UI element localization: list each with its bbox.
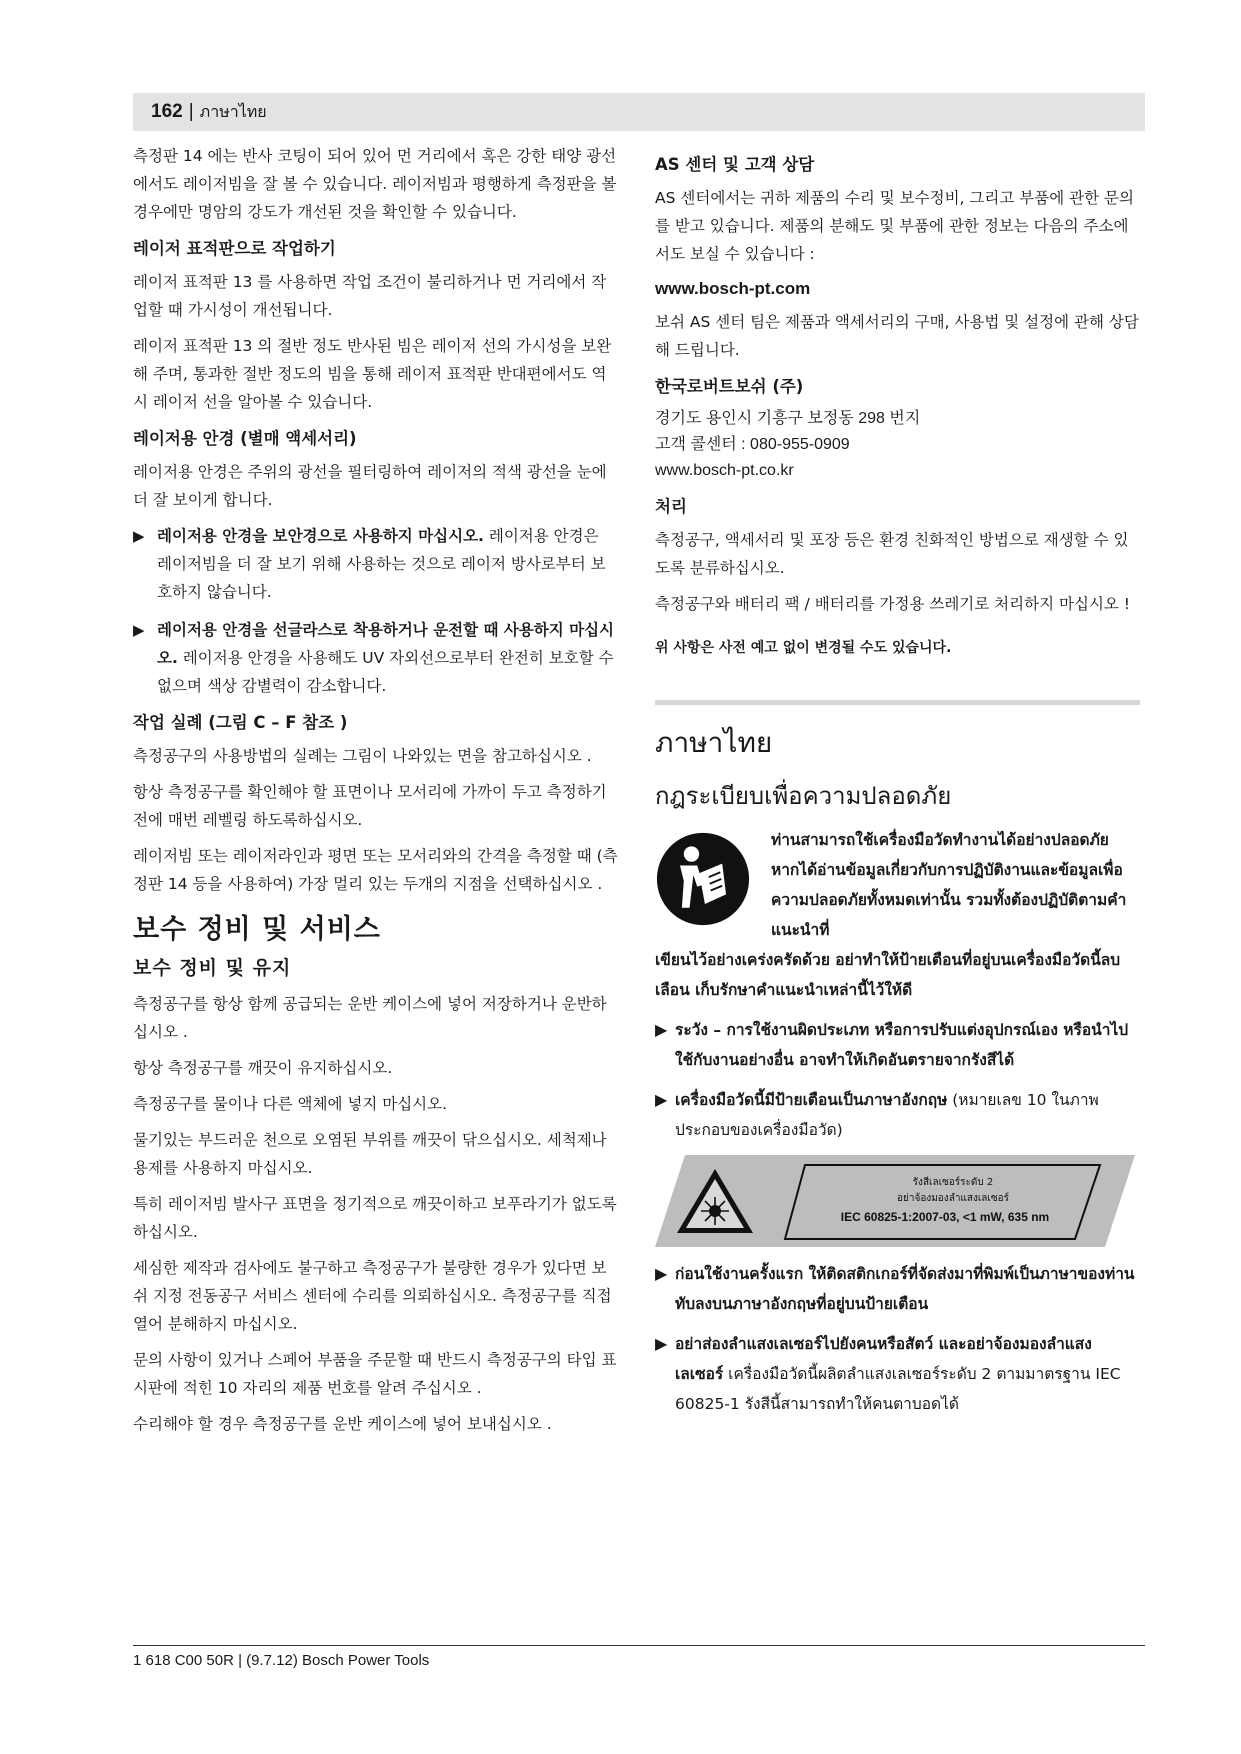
bullet-triangle-icon: ▶	[655, 1090, 668, 1109]
bullet-triangle-icon: ▶	[133, 527, 145, 545]
website-link-kr[interactable]: www.bosch-pt.co.kr	[655, 462, 794, 479]
phone: 고객 콜센터 : 080-955-0909	[655, 436, 850, 453]
bullet-triangle-icon: ▶	[655, 1020, 668, 1039]
thai-bullet	[655, 1085, 1140, 1145]
safety-text-cont: เขียนไว้อย่างเคร่งครัดด้วย อย่าทำให้ป้ายเตือนที่อยู่บนเครื่องมือวัดนี้ลบเลือน เก็บรักษาคำแนะนำเหล่านี้ไว้ให้ดี	[655, 951, 1121, 999]
paragraph: 측정공구를 물이나 다른 액체에 넣지 마십시오.	[133, 1095, 448, 1113]
paragraph: 레이저 표적판 13 의 절반 정도 반사된 빔은 레이저 선의 가시성을 보완해 주며, 통과한 절반 정도의 빔을 통해 레이저 표적판 반대편에서도 역시 레이저 선을 알아볼 수 있습니다.	[133, 337, 612, 411]
chapter-heading-service: 보수 정비 및 서비스	[133, 914, 381, 945]
label-line-1: รังสีเลเซอร์ระดับ 2	[912, 1177, 994, 1188]
paragraph: 수리해야 할 경우 측정공구를 운반 케이스에 넣어 보내십시오 .	[133, 1415, 552, 1433]
paragraph: 측정판 14 에는 반사 코팅이 되어 있어 먼 거리에서 혹은 강한 태양 광선에서도 레이저빔을 잘 볼 수 있습니다. 레이저빔과 평행하게 측정판을 볼 경우에만 명암의 강도가 개선된 것을 확인할 수 있습니다.	[133, 147, 617, 221]
website-link[interactable]: www.bosch-pt.com	[655, 279, 811, 298]
section-heading-target: 레이저 표적판으로 작업하기	[133, 239, 336, 258]
thai-chapter-title: ภาษาไทย	[655, 726, 773, 759]
paragraph: 보쉬 AS 센터 팀은 제품과 액세서리의 구매, 사용법 및 설정에 관해 상담해 드립니다.	[655, 313, 1139, 359]
label-line-2: อย่าจ้องมองลำแสงเลเซอร์	[896, 1193, 1010, 1204]
bullet-triangle-icon: ▶	[133, 621, 145, 639]
section-heading-as: AS 센터 및 고객 상담	[655, 155, 815, 174]
left-column	[133, 142, 618, 1446]
paragraph: 레이저빔 또는 레이저라인과 평면 또는 모서리와의 간격을 측정할 때 (측정판 14 등을 사용하여) 가장 멀리 있는 두개의 지점을 선택하십시오 .	[133, 847, 618, 893]
paragraph: 항상 측정공구를 확인해야 할 표면이나 모서리에 가까이 두고 측정하기 전에 매번 레벨링 하도록하십시오.	[133, 783, 607, 829]
paragraph: 측정공구의 사용방법의 실례는 그림이 나와있는 면을 참고하십시오 .	[133, 747, 592, 765]
subheading-maintenance: 보수 정비 및 유지	[133, 957, 292, 979]
bullet-text: (หมายเลข 10 ในภาพประกอบของเครื่องมือวัด)	[675, 1091, 1099, 1139]
bullet-triangle-icon: ▶	[655, 1334, 668, 1353]
header-separator: |	[188, 101, 194, 122]
paragraph: 측정공구와 배터리 팩 / 배터리를 가정용 쓰레기로 처리하지 마십시오 !	[655, 595, 1131, 613]
bullet-bold: ก่อนใช้งานครั้งแรก ให้ติดสติกเกอร์ที่จัดส่งมาที่พิมพ์เป็นภาษาของท่าน ทับลงบนภาษาอังกฤษที่อยู่บนป้ายเตือน	[675, 1265, 1135, 1313]
footer-text: 1 618 C00 50R | (9.7.12) Bosch Power Tools	[133, 1652, 430, 1669]
bullet-triangle-icon: ▶	[655, 1264, 668, 1283]
footer-rule	[133, 1645, 1145, 1646]
bullet-text: 레이저용 안경은 레이저빔을 더 잘 보기 위해 사용하는 것으로 레이저 방사로부터 보호하지 않습니다.	[157, 527, 606, 601]
bullet-bold: เครื่องมือวัดนี้มีป้ายเตือนเป็นภาษาอังกฤษ	[675, 1091, 948, 1109]
bullet-bold: 레이저용 안경을 보안경으로 사용하지 마십시오.	[157, 527, 484, 545]
paragraph: 특히 레이저빔 발사구 표면을 정기적으로 깨끗이하고 보푸라기가 없도록 하십시오.	[133, 1195, 617, 1241]
paragraph: 물기있는 부드러운 천으로 오염된 부위를 깨끗이 닦으십시오. 세척제나 용제를 사용하지 마십시오.	[133, 1131, 607, 1177]
address: 경기도 용인시 기흥구 보정동 298 번지	[655, 410, 921, 427]
section-divider	[655, 700, 1140, 705]
label-line-3: IEC 60825-1:2007-03, <1 mW, 635 nm	[840, 1210, 1050, 1224]
paragraph: AS 센터에서는 귀하 제품의 수리 및 보수정비, 그리고 부품에 관한 문의를 받고 있습니다. 제품의 분해도 및 부품에 관한 정보는 다음의 주소에서도 보실 수 있습니다 :	[655, 189, 1134, 263]
safety-text: ท่านสามารถใช้เครื่องมือวัดทำงานได้อย่างปลอดภัย หากได้อ่านข้อมูลเกี่ยวกับการปฏิบัติงานและข้อมูลเพื่อความปลอดภัยทั้งหมดเท่านั้น รวมทั้งต้องปฏิบัติตามคำแนะนำที่	[771, 831, 1127, 939]
laser-warning-label	[655, 1155, 1135, 1247]
section-heading-example: 작업 실례 (그림 C – F 참조 )	[133, 713, 348, 732]
bullet-text: 레이저용 안경을 사용해도 UV 자외선으로부터 완전히 보호할 수 없으며 색상 감별력이 감소합니다.	[157, 649, 614, 695]
section-heading-disposal: 처리	[655, 497, 687, 516]
paragraph: 항상 측정공구를 깨끗이 유지하십시오.	[133, 1059, 393, 1077]
change-notice: 위 사항은 사전 예고 없이 변경될 수도 있습니다.	[655, 640, 952, 656]
paragraph: 레이저용 안경은 주위의 광선을 필터링하여 레이저의 적색 광선을 눈에 더 잘 보이게 합니다.	[133, 463, 607, 509]
thai-bullet	[655, 1329, 1140, 1419]
right-column	[655, 142, 1140, 1429]
safety-intro	[655, 825, 1140, 945]
bullet-bold: 레이저용 안경을 선글라스로 착용하거나 운전할 때 사용하지 마십시오.	[157, 621, 615, 667]
bullet-bold: ระวัง – การใช้งานผิดประเภท หรือการปรับแต่งอุปกรณ์เอง หรือนำไปใช้กับงานอย่างอื่น อาจทำให้เกิดอันตรายจากรังสีได้	[675, 1021, 1129, 1069]
bullet-text: เครื่องมือวัดนี้ผลิตลำแสงเลเซอร์ระดับ 2 ตามมาตรฐาน IEC 60825-1 รังสีนี้สามารถทำให้คนตาบอดได้	[675, 1365, 1121, 1413]
thai-bullet	[655, 1259, 1140, 1319]
section-heading-company: 한국로버트보쉬 (주)	[655, 377, 804, 396]
paragraph: 측정공구, 액세서리 및 포장 등은 환경 친화적인 방법으로 재생할 수 있도록 분류하십시오.	[655, 531, 1129, 577]
bullet-bold: อย่าส่องลำแสงเลเซอร์ไปยังคนหรือสัตว์ และอย่าจ้องมองลำแสงเลเซอร์	[675, 1335, 1092, 1383]
header-language: ภาษาไทย	[199, 101, 267, 121]
paragraph: 측정공구를 항상 함께 공급되는 운반 케이스에 넣어 저장하거나 운반하십시오 .	[133, 995, 607, 1041]
page-header	[133, 93, 1145, 131]
warning-bullet	[133, 522, 618, 606]
page-number: 162	[151, 101, 183, 122]
paragraph: 문의 사항이 있거나 스페어 부품을 주문할 때 반드시 측정공구의 타입 표시판에 적힌 10 자리의 제품 번호를 알려 주십시오 .	[133, 1351, 617, 1397]
read-manual-icon	[655, 831, 751, 927]
section-heading-glasses: 레이저용 안경 (별매 액세서리)	[133, 429, 357, 448]
thai-bullet	[655, 1015, 1140, 1075]
paragraph: 레이저 표적판 13 를 사용하면 작업 조건이 불리하거나 먼 거리에서 작업할 때 가시성이 개선됩니다.	[133, 273, 607, 319]
paragraph: 세심한 제작과 검사에도 불구하고 측정공구가 불량한 경우가 있다면 보쉬 지정 전동공구 서비스 센터에 수리를 의뢰하십시오. 측정공구를 직접 열어 분해하지 마십시오.	[133, 1259, 612, 1333]
warning-bullet	[133, 616, 618, 700]
thai-safety-heading: กฎระเบียบเพื่อความปลอดภัย	[655, 782, 952, 810]
